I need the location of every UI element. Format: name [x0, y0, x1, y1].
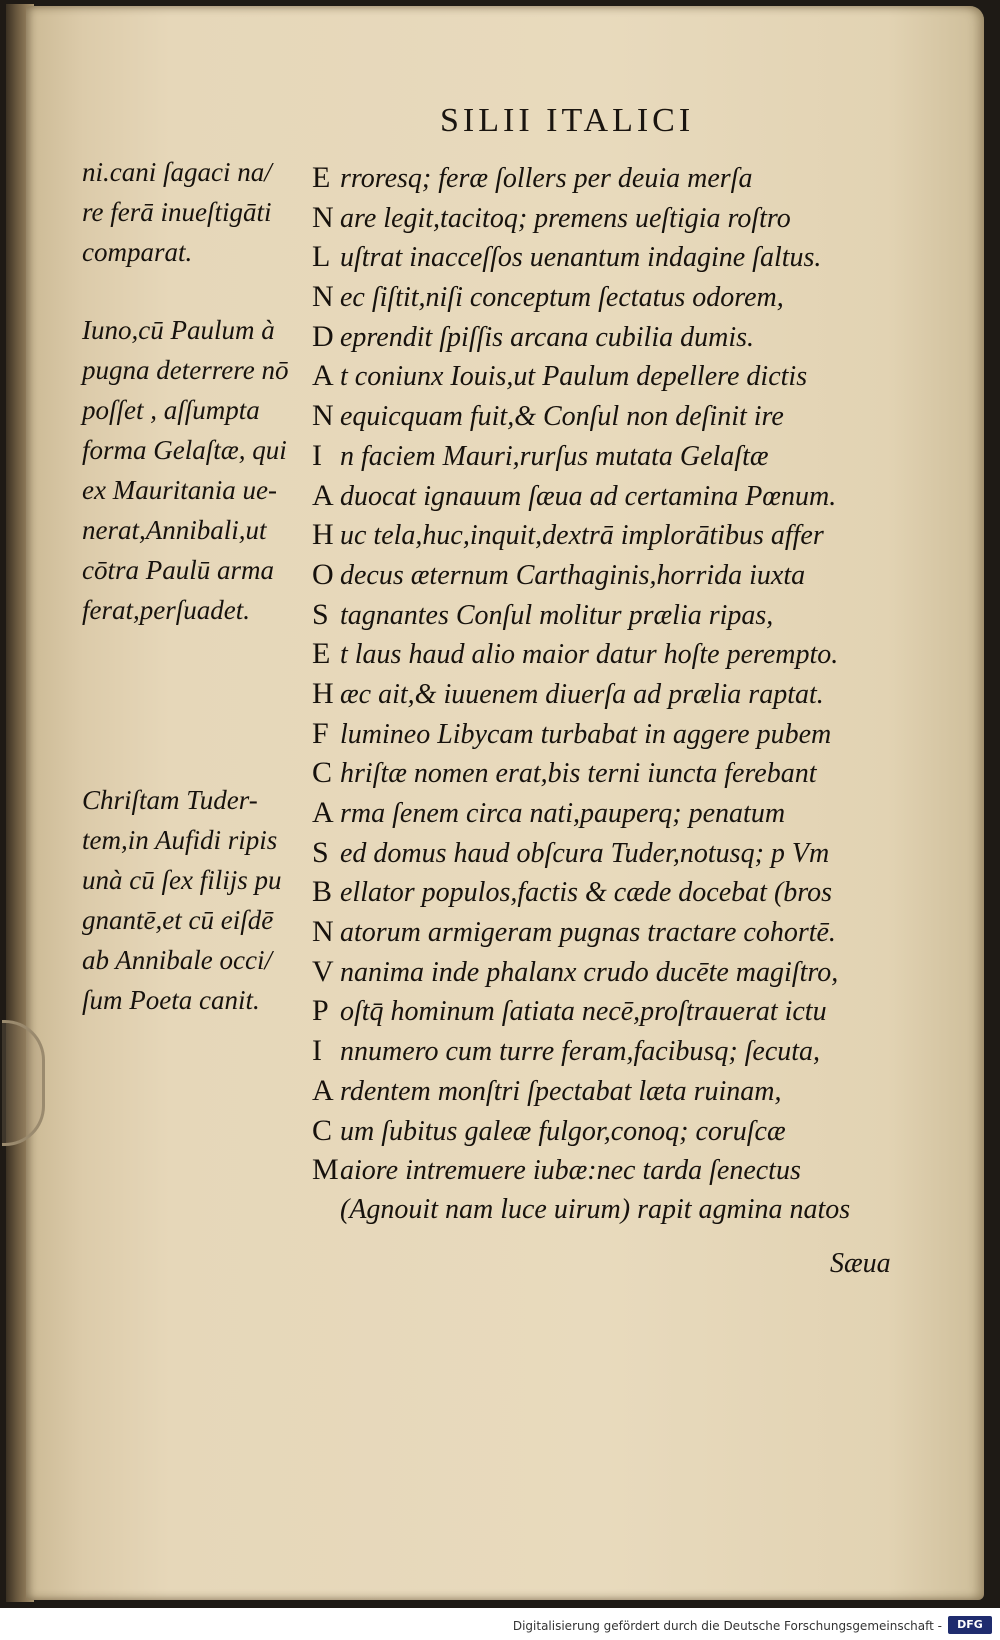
margin-note-line: gnantē,et cū eiſdē	[82, 905, 274, 935]
verse-line	[312, 793, 952, 833]
verse-line	[312, 833, 952, 873]
verse-initial: M	[312, 1153, 339, 1187]
verse-line	[312, 356, 952, 396]
margin-note-line: re ferā inueſtigāti	[82, 197, 272, 227]
verse-initial: N	[312, 399, 334, 433]
margin-note-line: forma Gelaſtæ, qui	[82, 435, 287, 465]
verse-line	[312, 1190, 952, 1230]
verse-text: (Agnouit nam luce uirum) rapit agmina natos	[340, 1193, 851, 1225]
margin-note-line: ferat,perſuadet.	[82, 595, 250, 625]
verse-initial: D	[312, 319, 334, 353]
verse-line	[312, 1111, 952, 1151]
verse-initial: I	[312, 1034, 322, 1068]
verse-text: rroresq; feræ ſollers per deuia merſa	[340, 163, 753, 194]
verse-block	[312, 158, 952, 1230]
verse-line	[312, 595, 952, 635]
verse-initial: B	[312, 875, 333, 909]
verse-text: uſtrat inacceſſos uenantum indagine ſaltus.	[340, 242, 822, 274]
verse-initial: S	[312, 835, 329, 869]
margin-note-line: Iuno,cū Paulum à	[82, 315, 275, 345]
verse-initial: N	[312, 280, 334, 314]
verse-line	[312, 1071, 952, 1111]
verse-line	[312, 555, 952, 595]
verse-line	[312, 476, 952, 516]
verse-line	[312, 158, 952, 198]
verse-initial: L	[312, 240, 331, 274]
verse-text: rdentem monſtri ſpectabat læta ruinam,	[340, 1075, 782, 1107]
verse-initial: A	[312, 359, 334, 393]
verse-text: nnumero cum turre feram,facibusq; ſecuta,	[340, 1036, 821, 1068]
verse-text: ec ſiſtit,niſi conceptum ſectatus odorem,	[340, 282, 784, 314]
verse-initial: S	[312, 597, 329, 631]
running-head: SILII ITALICI	[440, 102, 695, 139]
verse-text: ellator populos,factis & cæde docebat (bros	[340, 877, 833, 909]
verse-initial: H	[312, 518, 334, 552]
verse-line	[312, 317, 952, 357]
verse-text: decus æternum Carthaginis,horrida iuxta	[340, 559, 806, 591]
verse-initial: O	[312, 557, 334, 591]
verse-initial: P	[312, 994, 329, 1028]
verse-line	[312, 277, 952, 317]
verse-text: lumineo Libycam turbabat in aggere pubem	[340, 718, 832, 750]
margin-note-line: cōtra Paulū arma	[82, 555, 274, 585]
verse-line	[312, 714, 952, 754]
verse-line	[312, 634, 952, 674]
verse-text: duocat ignauum ſæua ad certamina Pœnum.	[340, 480, 837, 512]
verse-line	[312, 753, 952, 793]
verse-text: um ſubitus galeæ fulgor,conoq; coruſcæ	[340, 1115, 786, 1147]
catchword: Sæua	[830, 1248, 891, 1279]
verse-text: hriſtæ nomen erat,bis terni iuncta ferebant	[340, 758, 817, 790]
margin-note-3	[82, 780, 314, 1020]
verse-text: oſtq̄ hominum ſatiata necē,proſtrauerat ictu	[340, 996, 827, 1028]
margin-note-line: ex Mauritania ue-	[82, 475, 277, 505]
verse-line	[312, 991, 952, 1031]
verse-initial: A	[312, 478, 334, 512]
digitization-credit: Digitalisierung gefördert durch die Deutsche Forschungsgemeinschaft -	[512, 1619, 942, 1633]
verse-line	[312, 436, 952, 476]
verse-text: t laus haud alio maior datur hoſte perempto.	[340, 639, 839, 671]
margin-note-line: ab Annibale occi/	[82, 945, 272, 975]
verse-initial: E	[312, 161, 331, 194]
verse-initial: E	[312, 637, 331, 671]
margin-note-line: Chriſtam Tuder-	[82, 785, 258, 815]
verse-initial: N	[312, 915, 334, 949]
verse-line	[312, 1031, 952, 1071]
margin-note-line: tem,in Aufidi ripis	[82, 825, 278, 855]
verse-initial: C	[312, 756, 333, 790]
verse-text: are legit,tacitoq; premens ueſtigia roſtro	[340, 202, 791, 234]
margin-note-line: comparat.	[82, 237, 193, 267]
verse-text: aiore intremuere iubæ:nec tarda ſenectus	[340, 1155, 801, 1187]
verse-text: tagnantes Conſul molitur prælia ripas,	[340, 599, 774, 631]
verse-initial: N	[312, 200, 334, 234]
verse-initial: F	[312, 716, 329, 750]
verse-text: atorum armigeram pugnas tractare cohortē.	[340, 917, 836, 949]
book-clasp	[2, 1020, 45, 1146]
verse-initial: A	[312, 796, 334, 829]
margin-note-line: nerat,Annibali,ut	[82, 515, 267, 545]
verse-line	[312, 396, 952, 436]
verse-initial: A	[312, 1073, 334, 1107]
verse-text: nanima inde phalanx crudo ducēte magiſtro,	[340, 956, 839, 988]
verse-text: uc tela,huc,inquit,dextrā implorātibus affer	[340, 520, 824, 552]
margin-note-line: poſſet , aſſumpta	[82, 395, 260, 425]
verse-text: equicquam fuit,& Conſul non deſinit ire	[340, 401, 784, 433]
verse-text: rma ſenem circa nati,pauperq; penatum	[340, 798, 786, 829]
verse-line	[312, 237, 952, 277]
verse-text: eprendit ſpiſſis arcana cubilia dumis.	[340, 321, 755, 353]
margin-note-line: ni.cani ſagaci na/	[82, 157, 272, 187]
verse-initial: H	[312, 676, 334, 710]
margin-note-2	[82, 310, 314, 630]
verse-text: ed domus haud obſcura Tuder,notusq; p Vm	[340, 837, 830, 869]
verse-line	[312, 674, 952, 714]
verse-text: n faciem Mauri,rurſus mutata Gelaſtæ	[340, 440, 769, 472]
verse-text: æc ait,& iuuenem diuerſa ad prælia raptat.	[340, 678, 824, 710]
margin-note-line: ſum Poeta canit.	[82, 985, 260, 1015]
verse-line	[312, 952, 952, 992]
margin-note-1	[82, 152, 314, 272]
verse-line	[312, 1150, 952, 1190]
verse-line	[312, 515, 952, 555]
verse-initial: C	[312, 1113, 333, 1147]
margin-note-line: unà cū ſex filijs pu	[82, 865, 282, 895]
verse-initial: I	[312, 438, 322, 472]
verse-initial: V	[312, 954, 334, 988]
margin-note-line: pugna deterrere nō	[82, 355, 289, 385]
verse-line	[312, 912, 952, 952]
verse-line	[312, 872, 952, 912]
verse-text: t coniunx Iouis,ut Paulum depellere dictis	[340, 361, 808, 393]
dfg-logo-icon: DFG	[948, 1616, 992, 1634]
verse-line	[312, 198, 952, 238]
